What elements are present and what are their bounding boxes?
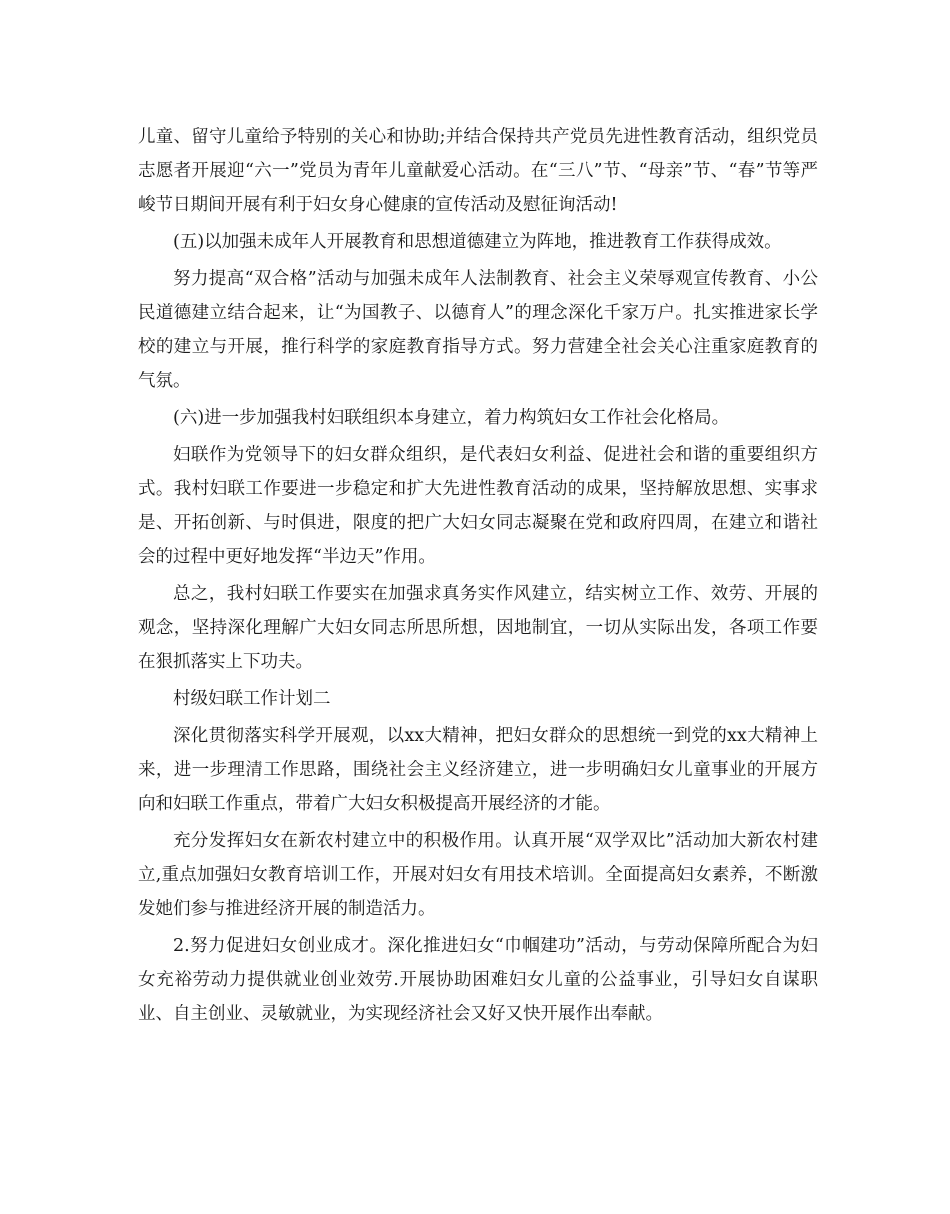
paragraph-4: (六)进一步加强我村妇联组织本身建立，着力构筑妇女工作社会化格局。: [173, 408, 730, 428]
paragraph-10: 2.努力促进妇女创业成才。深化推进妇女“巾帼建功”活动，与劳动保障所配合为妇女充裕劳动力提供就业创业效劳.开展协助困难妇女儿童的公益事业，引导妇女自谋职业、自主创业、灵敏就业，为实现经济社会又好又快开展作出奉献。: [138, 936, 818, 1024]
paragraph-5: 妇联作为党领导下的妇女群众组织，是代表妇女利益、促进社会和谐的重要组织方式。我村妇联工作要进一步稳定和扩大先进性教育活动的成果，坚持解放思想、实事求是、开拓创新、与时俱进，限度的把广大妇女同志凝聚在党和政府四周，在建立和谐社会的过程中更好地发挥“半边天”作用。: [138, 445, 818, 567]
paragraph-1: 儿童、留守儿童给予特别的关心和协助;并结合保持共产党员先进性教育活动，组织党员志愿者开展迎“六一”党员为青年儿童献爱心活动。在“三八”节、“母亲”节、“春”节等严峻节日期间开展有利于妇女身心健康的宣传活动及慰征询活动!: [138, 127, 818, 215]
paragraph-3: 努力提高“双合格”活动与加强未成年人法制教育、社会主义荣辱观宣传教育、小公民道德建立结合起来，让“为国教子、以德育人”的理念深化千家万户。扎实推进家长学校的建立与开展，推行科学的家庭教育指导方式。努力营建全社会关心注重家庭教育的气氛。: [138, 269, 818, 391]
section-heading-plan-two: 村级妇联工作计划二: [173, 689, 331, 709]
document-body: [138, 120, 818, 1034]
paragraph-9: 充分发挥妇女在新农村建立中的积极作用。认真开展“双学双比”活动加大新农村建立,重点加强妇女教育培训工作，开展对妇女有用技术培训。全面提高妇女素养，不断激发她们参与推进经济开展的制造活力。: [138, 831, 818, 919]
paragraph-6: 总之，我村妇联工作要实在加强求真务实作风建立，结实树立工作、效劳、开展的观念，坚持深化理解广大妇女同志所思所想，因地制宜，一切从实际出发，各项工作要在狠抓落实上下功夫。: [138, 584, 818, 672]
paragraph-8: 深化贯彻落实科学开展观，以xx大精神，把妇女群众的思想统一到党的xx大精神上来，进一步理清工作思路，围绕社会主义经济建立，进一步明确妇女儿童事业的开展方向和妇联工作重点，带着广大妇女积极提高开展经济的才能。: [138, 726, 818, 814]
paragraph-2: (五)以加强未成年人开展教育和思想道德建立为阵地，推进教育工作获得成效。: [173, 232, 782, 252]
